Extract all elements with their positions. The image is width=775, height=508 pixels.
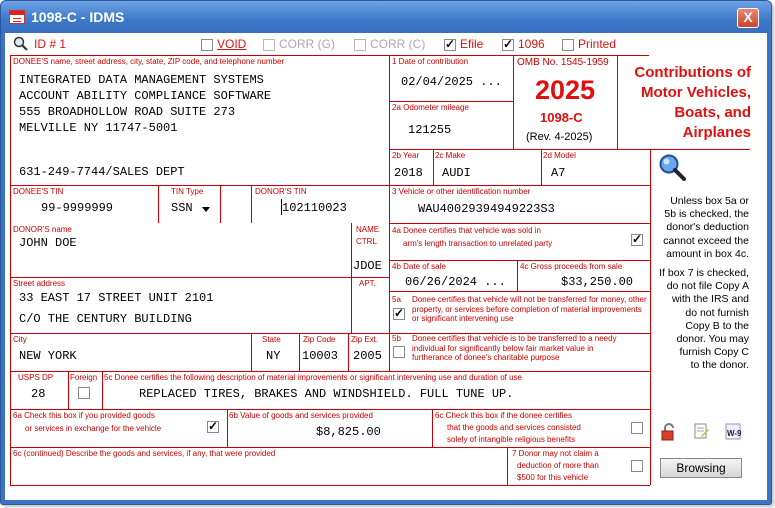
name-ctrl-label-2: CTRL bbox=[356, 237, 377, 246]
box6c-cont-label: 6c (continued) Describe the goods and services, if any, that were provided bbox=[13, 449, 276, 458]
corr-g-checkbox[interactable] bbox=[263, 39, 275, 51]
street-line2-field[interactable]: C/O THE CENTURY BUILDING bbox=[19, 312, 192, 326]
note2-line: If box 7 is checked, bbox=[659, 267, 749, 279]
box4b-label: 4b Date of sale bbox=[392, 262, 446, 271]
box5c-label: 5c Donee certifies the following description of material improvements or significant intervening use and duration of use bbox=[104, 373, 522, 382]
donee-street[interactable]: 555 BROADHOLLOW ROAD SUITE 273 bbox=[19, 105, 236, 119]
vehicle-model-field[interactable]: A7 bbox=[551, 166, 566, 180]
sale-date-field[interactable]: 06/26/2024 ... bbox=[405, 275, 506, 289]
name-control-field[interactable]: JDOE bbox=[353, 259, 382, 273]
box2d-label: 2d Model bbox=[543, 151, 576, 160]
state-label: State bbox=[262, 335, 281, 344]
search-icon[interactable] bbox=[658, 153, 686, 181]
city-field[interactable]: NEW YORK bbox=[19, 349, 77, 363]
box7-label-3: $500 for this vehicle bbox=[517, 473, 589, 482]
note2-line: to the donor. bbox=[690, 359, 749, 372]
note2-line: furnish Copy C bbox=[679, 346, 749, 359]
box4a-label: 4a Donee certifies that vehicle was sold in bbox=[392, 226, 541, 235]
apt-label: APT. bbox=[359, 279, 376, 288]
box5b-num: 5b bbox=[392, 334, 401, 343]
edit-document-icon[interactable] bbox=[692, 422, 710, 440]
zip-field[interactable]: 10003 bbox=[302, 349, 339, 363]
box6a-checkbox[interactable] bbox=[207, 421, 219, 433]
city-label: City bbox=[13, 335, 27, 344]
record-id-label: ID # 1 bbox=[34, 37, 67, 51]
note1-line: Unless box 5a or bbox=[670, 195, 749, 207]
contribution-date-field[interactable]: 02/04/2025 ... bbox=[401, 75, 502, 89]
form-client-area bbox=[5, 33, 767, 500]
omb-number: OMB No. 1545-1959 bbox=[517, 57, 609, 68]
corr-c-checkbox[interactable] bbox=[354, 39, 366, 51]
efile-checkbox[interactable] bbox=[444, 39, 456, 51]
tax-year: 2025 bbox=[535, 75, 596, 105]
note1-line: donor's deduction bbox=[666, 221, 749, 234]
box5a-num: 5a bbox=[392, 295, 401, 304]
close-button[interactable]: X bbox=[737, 8, 759, 28]
form-1096-checkbox[interactable] bbox=[502, 39, 514, 51]
box4c-label: 4c Gross proceeds from sale bbox=[520, 262, 623, 271]
gross-proceeds-field[interactable]: $33,250.00 bbox=[561, 275, 634, 289]
box2b-label: 2b Year bbox=[392, 151, 420, 160]
sidebar-note-1 bbox=[655, 195, 749, 261]
odometer-field[interactable]: 121255 bbox=[408, 123, 452, 137]
donee-tin-label: DONEE'S TIN bbox=[13, 187, 64, 196]
zip-ext-label: Zip Ext. bbox=[351, 335, 379, 344]
chevron-down-icon[interactable] bbox=[202, 207, 210, 212]
name-ctrl-label-1: NAME bbox=[356, 225, 380, 234]
vehicle-year-field[interactable]: 2018 bbox=[394, 166, 423, 180]
void-label: VOID bbox=[217, 37, 247, 51]
printed-label: Printed bbox=[578, 37, 617, 51]
vin-field[interactable]: WAU40029394949223S3 bbox=[418, 202, 555, 216]
unlock-icon[interactable] bbox=[660, 423, 678, 441]
form-revision: (Rev. 4-2025) bbox=[526, 131, 593, 143]
box2c-label: 2c Make bbox=[435, 151, 466, 160]
street-line1-field[interactable]: 33 EAST 17 STREET UNIT 2101 bbox=[19, 291, 214, 305]
box4a-checkbox[interactable] bbox=[631, 234, 643, 246]
note2-line: donor. You may bbox=[676, 333, 749, 346]
top-options-bar bbox=[5, 33, 767, 55]
donee-name-line1[interactable]: INTEGRATED DATA MANAGEMENT SYSTEMS bbox=[19, 73, 264, 87]
box4a-label-2: arm's length transaction to unrelated party bbox=[403, 239, 553, 248]
box3-label: 3 Vehicle or other identification number bbox=[392, 187, 531, 196]
foreign-label: Foreign bbox=[70, 373, 98, 382]
box1-label: 1 Date of contribution bbox=[392, 57, 469, 66]
form-app-icon bbox=[9, 10, 25, 24]
tin-type-label: TIN Type bbox=[171, 187, 204, 196]
note2-line: do not furnish bbox=[685, 306, 749, 319]
usps-dp-label: USPS DP bbox=[18, 373, 54, 382]
form-number: 1098-C bbox=[540, 110, 583, 125]
usps-dp-field[interactable]: 28 bbox=[31, 387, 46, 401]
box5a-checkbox[interactable] bbox=[393, 308, 405, 320]
vehicle-make-field[interactable]: AUDI bbox=[442, 166, 471, 180]
donee-phone[interactable]: 631-249-7744/SALES DEPT bbox=[19, 165, 185, 179]
box5c-description-field[interactable]: REPLACED TIRES, BRAKES AND WINDSHIELD. FULL TUNE UP. bbox=[139, 387, 514, 401]
browsing-button[interactable]: Browsing bbox=[660, 458, 742, 478]
state-field[interactable]: NY bbox=[266, 349, 281, 363]
window-title: 1098-C - IDMS bbox=[31, 9, 125, 25]
donee-tin-field[interactable]: 99-9999999 bbox=[41, 201, 114, 215]
box6c-label-2: that the goods and services consisted bbox=[447, 423, 581, 432]
corr-c-label: CORR (C) bbox=[370, 37, 426, 51]
box2a-label: 2a Odometer mileage bbox=[392, 103, 469, 112]
box7-checkbox[interactable] bbox=[631, 460, 643, 472]
donee-name-line2[interactable]: ACCOUNT ABILITY COMPLIANCE SOFTWARE bbox=[19, 89, 272, 103]
donee-label: DONEE'S name, street address, city, state, ZIP code, and telephone number bbox=[13, 57, 285, 66]
box6c-description-field[interactable] bbox=[13, 461, 503, 483]
box6a-label-2: or services in exchange for the vehicle bbox=[25, 424, 162, 433]
efile-label: Efile bbox=[460, 37, 484, 51]
donor-tin-field[interactable]: 102110023 bbox=[282, 201, 347, 215]
note1-line: 5b is checked, the bbox=[664, 208, 749, 221]
donee-city-state-zip[interactable]: MELVILLE NY 11747-5001 bbox=[19, 121, 178, 135]
title-bar bbox=[1, 1, 771, 33]
box5a-text: Donee certifies that vehicle will not be transferred for money, other property, or services before completion of material improvements or significant intervening use bbox=[412, 295, 647, 323]
box5b-checkbox[interactable] bbox=[393, 346, 405, 358]
donor-tin-label: DONOR'S TIN bbox=[255, 187, 307, 196]
w9-form-icon[interactable] bbox=[724, 423, 744, 441]
printed-checkbox[interactable] bbox=[562, 39, 574, 51]
note2-line: do not file Copy A bbox=[666, 280, 749, 293]
box6b-label: 6b Value of goods and services provided bbox=[229, 411, 373, 420]
tin-type-value: SSN bbox=[171, 201, 193, 215]
box7-label-1: 7 Donor may not claim a bbox=[512, 449, 599, 458]
box6a-label-1: 6a Check this box if you provided goods bbox=[13, 411, 155, 420]
void-checkbox[interactable] bbox=[201, 39, 213, 51]
goods-value-field[interactable]: $8,825.00 bbox=[316, 425, 381, 439]
street-label: Street address bbox=[13, 279, 66, 288]
donor-name-field[interactable]: JOHN DOE bbox=[19, 236, 77, 250]
note2-line: with the IRS and bbox=[671, 293, 749, 306]
foreign-checkbox[interactable] bbox=[78, 387, 90, 399]
box6c-checkbox[interactable] bbox=[631, 422, 643, 434]
note1-line: cannot exceed the bbox=[663, 234, 749, 247]
box5b-text: Donee certifies that vehicle is to be transferred to a needy individual for significantly below fair market value in furtherance of donee's charitable purpose bbox=[412, 334, 617, 362]
box7-label-2: deduction of more than bbox=[517, 461, 599, 470]
zip-ext-field[interactable]: 2005 bbox=[353, 349, 382, 363]
box6c-label-3: solely of intangible religious benefits bbox=[447, 435, 576, 444]
sidebar-note-2 bbox=[655, 267, 749, 373]
note1-line: amount in box 4c. bbox=[666, 247, 749, 260]
corr-g-label: CORR (G) bbox=[279, 37, 335, 51]
form-title: Contributions of Motor Vehicles, Boats, and Airplanes bbox=[634, 64, 751, 141]
zip-label: Zip Code bbox=[303, 335, 336, 344]
svg-text:W-9: W-9 bbox=[727, 429, 742, 438]
form-1096-label: 1096 bbox=[518, 37, 545, 51]
zoom-magnifier-icon[interactable] bbox=[13, 36, 29, 52]
donor-name-label: DONOR'S name bbox=[13, 225, 72, 234]
note2-line: Copy B to the bbox=[685, 319, 749, 332]
box6c-label-1: 6c Check this box if the donee certifies bbox=[435, 411, 572, 420]
